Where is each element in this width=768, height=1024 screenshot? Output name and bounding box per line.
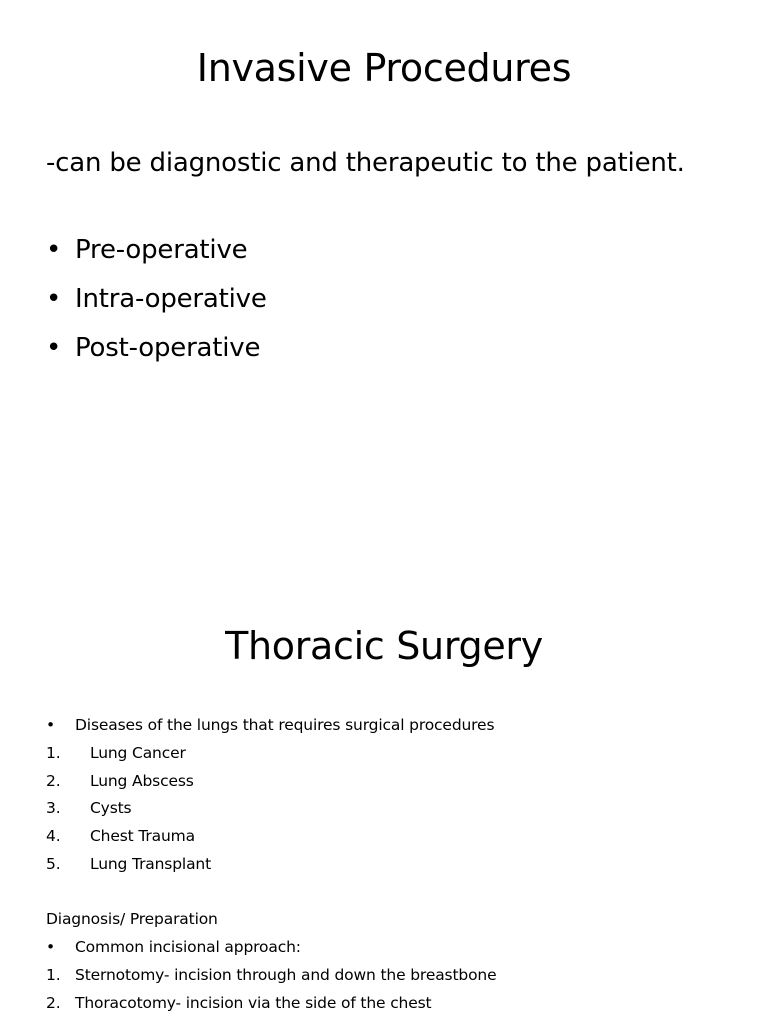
list-number: 5. (46, 854, 61, 873)
list-item-text: Thoracotomy- incision via the side of the chest (75, 993, 432, 1012)
bullet-icon: • (46, 235, 62, 265)
list-number: 3. (46, 799, 61, 818)
bullet-icon: • (46, 284, 62, 314)
list-item (46, 228, 267, 277)
slide-title: Thoracic Surgery (225, 624, 543, 668)
subheading-text: Diagnosis/ Preparation (46, 910, 218, 928)
list-number: 1. (46, 743, 61, 762)
section-subheading (46, 905, 218, 933)
list-item-text: Cysts (90, 799, 132, 818)
list-item-text: Post-operative (75, 333, 261, 363)
list-item-text: Chest Trauma (90, 827, 195, 846)
bullet-icon: • (46, 333, 62, 363)
slide-title: Invasive Procedures (196, 46, 572, 90)
list-number: 2. (46, 993, 61, 1012)
list-item-text: Common incisional approach: (75, 938, 301, 956)
list-number: 4. (46, 827, 61, 846)
phase-list (46, 228, 267, 375)
list-item-text: Diseases of the lungs that requires surgical procedures (75, 716, 495, 734)
intro-text: -can be diagnostic and therapeutic to the patient. (46, 148, 685, 178)
list-item-text: Pre-operative (75, 235, 248, 265)
list-item-text: Intra-operative (75, 284, 267, 314)
slide-thoracic-surgery (0, 576, 768, 1024)
list-item-text: Lung Transplant (90, 854, 212, 873)
list-number: 1. (46, 965, 61, 984)
list-item-text: Sternotomy- incision through and down the breastbone (75, 965, 497, 984)
list-item-text: Lung Abscess (90, 771, 194, 790)
list-item (46, 326, 267, 375)
bullet-icon: • (46, 938, 55, 956)
list-item (46, 277, 267, 326)
list-number: 2. (46, 771, 61, 790)
bullet-icon: • (46, 716, 55, 734)
list-item-text: Lung Cancer (90, 743, 186, 762)
